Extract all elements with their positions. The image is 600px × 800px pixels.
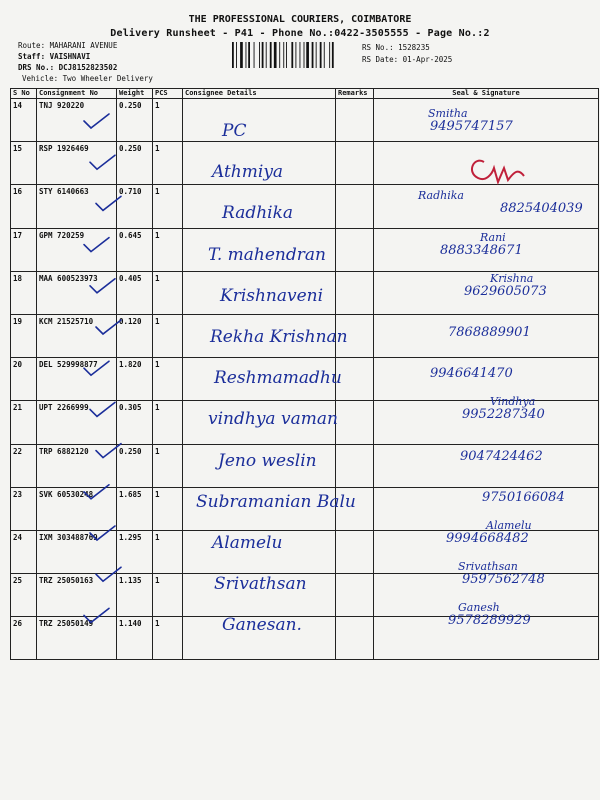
rs-date-value: 01-Apr-2025 xyxy=(402,55,453,64)
handwritten-phone: 9578289929 xyxy=(448,613,531,629)
check-mark-icon xyxy=(90,279,115,293)
weight-cell: 0.250 xyxy=(117,99,153,142)
handwritten-phone: 9047424462 xyxy=(460,448,543,464)
pcs-cell: 1 xyxy=(153,99,183,142)
weight-cell: 1.140 xyxy=(117,617,153,660)
consignment-no-cell: DEL 529998877 xyxy=(37,358,117,401)
handwritten-phone: 8825404039 xyxy=(500,201,583,217)
sno-cell: 17 xyxy=(11,228,37,271)
weight-cell: 1.295 xyxy=(117,530,153,573)
consignment-no-cell: TRZ 25050163 xyxy=(37,574,117,617)
check-mark-icon xyxy=(96,320,121,334)
check-mark-icon xyxy=(96,444,121,458)
drs-value: DCJ8152823502 xyxy=(58,63,118,72)
handwritten-phone: 9994668482 xyxy=(446,531,529,546)
weight-cell: 0.305 xyxy=(117,401,153,444)
col-header: Consignee Details xyxy=(183,89,336,99)
handwritten-consignee-name: Reshmamadhu xyxy=(214,368,342,389)
col-header: Remarks xyxy=(336,89,374,99)
pcs-cell: 1 xyxy=(153,142,183,185)
weight-cell: 0.710 xyxy=(117,185,153,228)
col-header: S No xyxy=(11,89,37,99)
weight-cell: 0.645 xyxy=(117,228,153,271)
check-mark-icon xyxy=(84,485,109,499)
pcs-cell: 1 xyxy=(153,271,183,314)
col-header: Consignment No xyxy=(37,89,117,99)
weight-cell: 0.405 xyxy=(117,271,153,314)
sno-cell: 16 xyxy=(11,185,37,228)
consignment-no-cell: GPM 720259 xyxy=(37,228,117,271)
check-mark-icon xyxy=(96,567,121,581)
weight-cell: 0.250 xyxy=(117,444,153,487)
col-header: Weight xyxy=(117,89,153,99)
sno-cell: 23 xyxy=(11,487,37,530)
pcs-cell: 1 xyxy=(153,314,183,357)
check-mark-icon xyxy=(84,238,109,252)
drs-line: DRS No.: DCJ8152823502 xyxy=(18,63,118,72)
handwritten-consignee-name: Athmiya xyxy=(212,162,284,183)
route-value: MAHARANI AVENUE xyxy=(49,41,118,50)
handwritten-signature: Radhika xyxy=(418,189,464,203)
consignment-no-cell: TRZ 25050149 xyxy=(37,617,117,660)
check-mark-icon xyxy=(90,526,115,540)
handwritten-signature: Vindhya xyxy=(490,395,536,409)
company-title: THE PROFESSIONAL COURIERS, COIMBATORE xyxy=(188,14,412,25)
handwritten-signature: Rani xyxy=(480,230,506,244)
sno-cell: 22 xyxy=(11,444,37,487)
handwritten-signature: Alamelu xyxy=(486,519,532,532)
check-mark-icon xyxy=(84,361,109,375)
consignment-no-cell: RSP 1926469 xyxy=(37,142,117,185)
route-line: Route: MAHARANI AVENUE xyxy=(18,41,118,50)
sno-cell: 26 xyxy=(11,617,37,660)
sno-cell: 15 xyxy=(11,142,37,185)
handwritten-signature: Ganesh xyxy=(458,601,500,615)
handwritten-consignee-name: Srivathsan xyxy=(214,574,307,595)
sno-cell: 25 xyxy=(11,574,37,617)
sno-cell: 19 xyxy=(11,314,37,357)
handwritten-phone: 9952287340 xyxy=(462,407,545,423)
handwritten-phone: 9629605073 xyxy=(464,283,547,299)
check-mark-icon xyxy=(84,608,109,622)
rs-no-value: 1528235 xyxy=(398,43,430,52)
handwritten-consignee-name: Alamelu xyxy=(212,533,283,553)
consignment-no-cell: IXM 303488769 xyxy=(37,530,117,573)
pcs-cell: 1 xyxy=(153,358,183,401)
handwritten-consignee-name: Ganesan. xyxy=(222,615,302,636)
handwritten-phone: 9946641470 xyxy=(430,366,513,382)
sno-cell: 14 xyxy=(11,99,37,142)
handwritten-consignee-name: Subramanian Balu xyxy=(196,491,356,512)
vehicle-line: Vehicle: Two Wheeler Delivery xyxy=(22,74,153,83)
staff-value: VAISHNAVI xyxy=(49,52,91,61)
pcs-cell: 1 xyxy=(153,401,183,444)
weight-cell: 1.820 xyxy=(117,358,153,401)
sno-cell: 20 xyxy=(11,358,37,401)
col-header: PCS xyxy=(153,89,183,99)
handwritten-consignee-name: T. mahendran xyxy=(208,244,326,265)
handwritten-consignee-name: Radhika xyxy=(222,203,294,224)
sno-cell: 24 xyxy=(11,530,37,573)
consignment-no-cell: KCM 21525710 xyxy=(37,314,117,357)
pcs-cell: 1 xyxy=(153,574,183,617)
pcs-cell: 1 xyxy=(153,487,183,530)
runsheet-subtitle: Delivery Runsheet - P41 - Phone No.:0422-3505555 - Page No.:2 xyxy=(110,28,490,39)
handwritten-signature: Smitha xyxy=(428,107,468,120)
pcs-cell: 1 xyxy=(153,228,183,271)
signature-scribble-icon xyxy=(472,161,524,182)
handwritten-phone: 9495747157 xyxy=(430,119,513,134)
handwritten-consignee-name: vindhya vaman xyxy=(208,409,338,430)
consignment-no-cell: STY 6140663 xyxy=(37,185,117,228)
handwritten-signature: Srivathsan xyxy=(458,560,518,574)
handwritten-consignee-name: PC xyxy=(222,121,247,141)
consignment-no-cell: SVK 60530248 xyxy=(37,487,117,530)
pcs-cell: 1 xyxy=(153,444,183,487)
pcs-cell: 1 xyxy=(153,530,183,573)
vehicle-value: Two Wheeler Delivery xyxy=(62,74,153,83)
handwritten-consignee-name: Rekha Krishnan xyxy=(210,327,348,347)
handwritten-signature: Krishna xyxy=(490,271,534,285)
pcs-cell: 1 xyxy=(153,185,183,228)
consignment-no-cell: TRP 6882120 xyxy=(37,444,117,487)
handwritten-phone: 9597562748 xyxy=(462,572,545,588)
consignment-no-cell: MAA 600523973 xyxy=(37,271,117,314)
handwritten-consignee-name: Jeno weslin xyxy=(218,450,317,471)
check-mark-icon xyxy=(90,402,115,416)
handwritten-phone: 7868889901 xyxy=(448,325,531,340)
check-mark-icon xyxy=(90,155,115,169)
rs-info: RS No.: 1528235 RS Date: 01-Apr-2025 xyxy=(362,43,453,64)
check-mark-icon xyxy=(84,114,109,128)
handwritten-phone: 8883348671 xyxy=(440,242,523,258)
check-mark-icon xyxy=(96,196,121,210)
handwritten-consignee-name: Krishnaveni xyxy=(220,285,324,306)
consignment-no-cell: TNJ 920220 xyxy=(37,99,117,142)
weight-cell: 1.135 xyxy=(117,574,153,617)
weight-cell: 1.685 xyxy=(117,487,153,530)
consignment-no-cell: UPT 2266999 xyxy=(37,401,117,444)
weight-cell: 0.250 xyxy=(117,142,153,185)
sno-cell: 18 xyxy=(11,271,37,314)
sno-cell: 21 xyxy=(11,401,37,444)
col-header: Seal & Signature xyxy=(374,89,599,99)
weight-cell: 0.120 xyxy=(117,314,153,357)
staff-line: Staff: VAISHNAVI xyxy=(18,52,91,61)
handwritten-phone: 9750166084 xyxy=(482,489,565,505)
pcs-cell: 1 xyxy=(153,617,183,660)
